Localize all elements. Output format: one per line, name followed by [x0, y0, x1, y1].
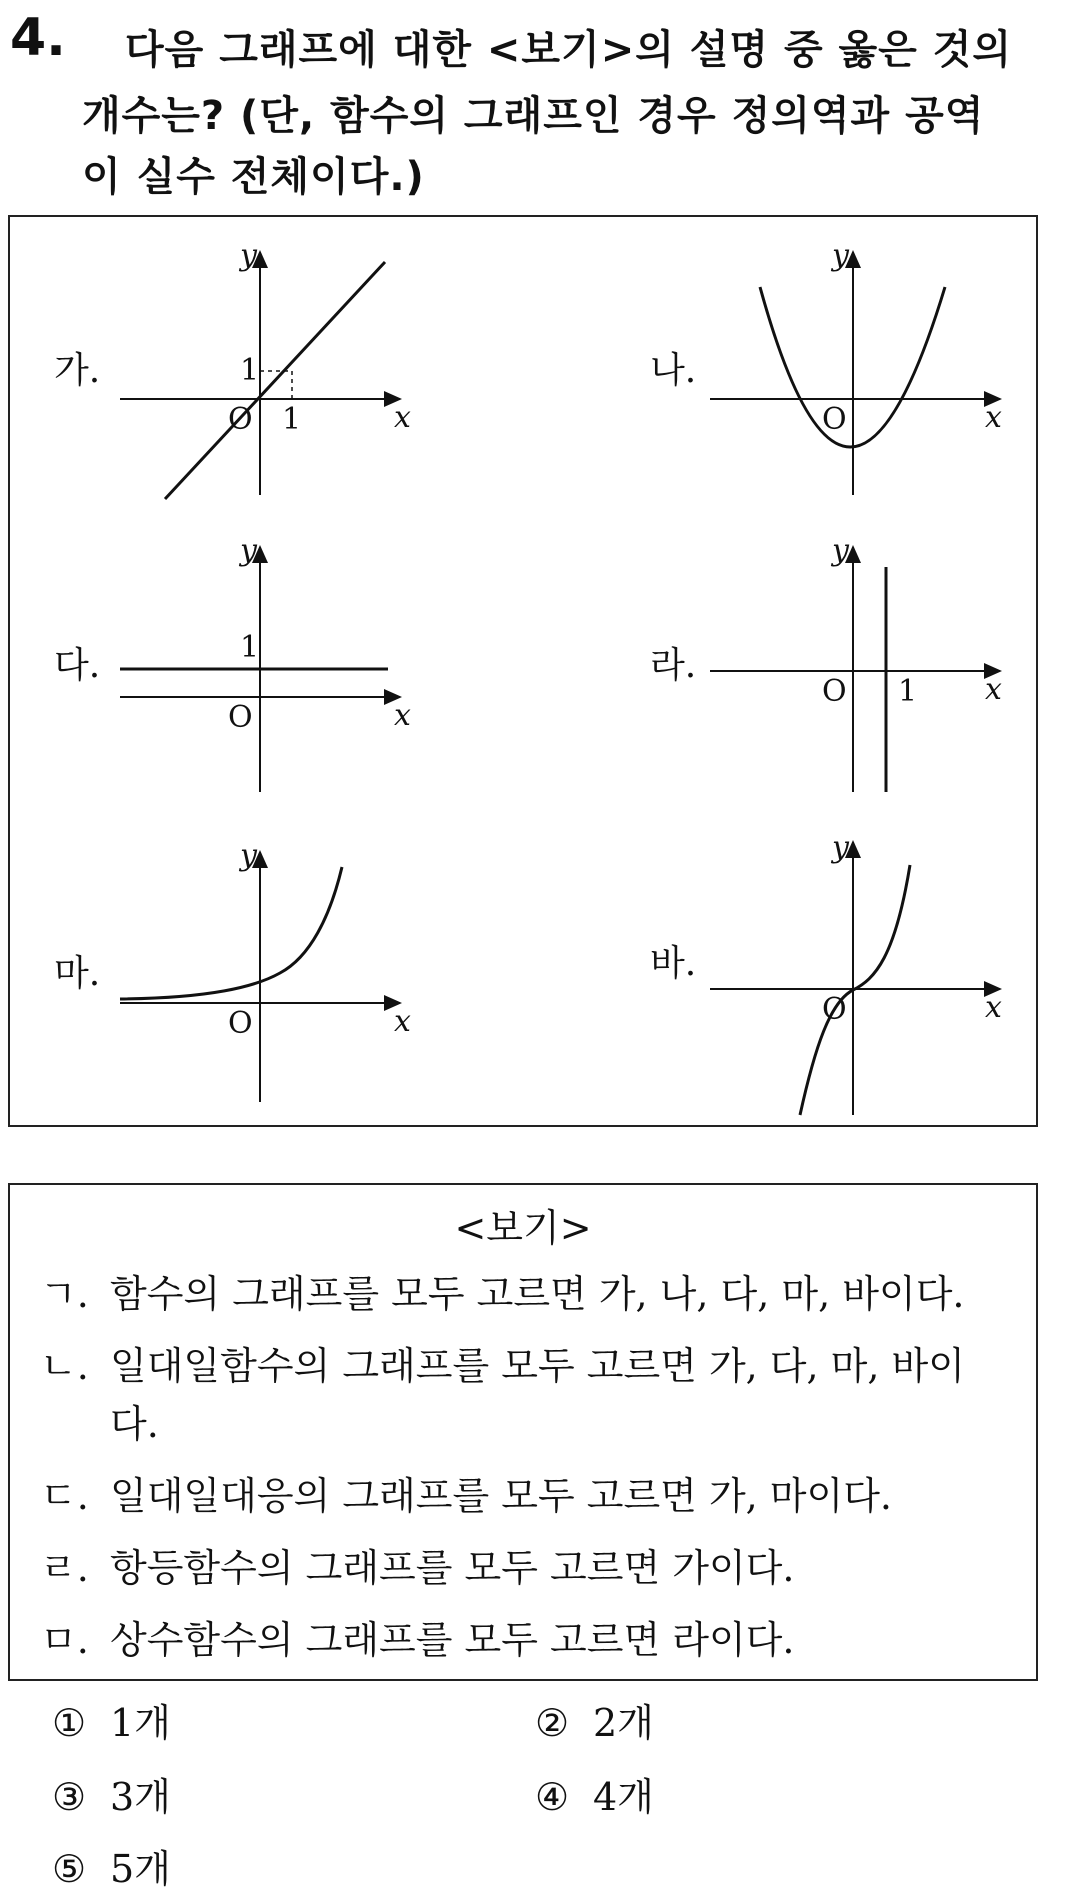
graph-ba-origin: O — [822, 992, 847, 1027]
statement-1 — [40, 1263, 964, 1318]
graph-label-ma: 마. — [54, 953, 101, 994]
graph-na-y-label: y — [832, 238, 849, 273]
graph-na-x-label: x — [985, 400, 1002, 435]
choice-1-text: 1개 — [110, 1701, 171, 1745]
graph-ma-y-label: y — [240, 838, 257, 873]
graph-ra-y-label: y — [832, 533, 849, 568]
bogi-title: <보기> — [454, 1206, 592, 1250]
graph-ba-y-label: y — [832, 830, 849, 865]
statement-4-text: 항등함수의 그래프를 모두 고르면 가이다. — [110, 1546, 795, 1590]
graph-da-y-label: y — [240, 533, 257, 568]
choice-5-number: ⑤ — [52, 1847, 87, 1891]
choice-5[interactable] — [52, 1838, 171, 1893]
graph-ma-curve — [120, 867, 342, 999]
graph-da — [120, 547, 400, 792]
choice-2-text: 2개 — [593, 1701, 654, 1745]
choice-3-number: ③ — [52, 1775, 87, 1819]
graph-da-y-tick: 1 — [240, 630, 260, 665]
graph-ra-x-tick: 1 — [898, 674, 918, 709]
statement-2 — [40, 1335, 965, 1390]
question-text-line-3: 이 실수 전체이다.) — [82, 154, 425, 200]
graph-na-origin: O — [822, 402, 847, 437]
graph-ma — [120, 852, 400, 1102]
graph-ga-y-tick: 1 — [240, 353, 260, 388]
statement-4-mark: ㄹ. — [40, 1546, 89, 1590]
statement-1-text: 함수의 그래프를 모두 고르면 가, 나, 다, 마, 바이다. — [110, 1272, 965, 1316]
choice-3-text: 3개 — [110, 1775, 171, 1819]
choice-1-number: ① — [52, 1701, 87, 1745]
statement-2-text: 일대일함수의 그래프를 모두 고르면 가, 다, 마, 바이 — [110, 1344, 965, 1388]
graph-label-ba: 바. — [650, 943, 697, 984]
graphs-panel — [8, 215, 1038, 1127]
graph-ga — [120, 252, 400, 499]
graph-da-x-label: x — [394, 698, 411, 733]
graphs-figure — [10, 217, 1040, 1129]
graph-ma-x-label: x — [394, 1004, 411, 1039]
statement-5-text: 상수함수의 그래프를 모두 고르면 라이다. — [110, 1618, 795, 1662]
graph-ga-x-label: x — [394, 400, 411, 435]
statement-4 — [40, 1537, 794, 1592]
graph-ga-y-label: y — [240, 238, 257, 273]
choice-3[interactable] — [52, 1766, 171, 1821]
choice-2-number: ② — [535, 1701, 570, 1745]
bogi-panel — [8, 1183, 1038, 1681]
choice-4[interactable] — [535, 1766, 654, 1821]
question-number: 4. — [10, 8, 66, 68]
choice-2[interactable] — [535, 1692, 654, 1747]
graph-na — [710, 252, 1000, 495]
statement-3-mark: ㄷ. — [40, 1474, 89, 1518]
graph-ga-x-tick: 1 — [282, 402, 302, 437]
choice-5-text: 5개 — [110, 1847, 171, 1891]
question-text-line-1: 다음 그래프에 대한 <보기>의 설명 중 옳은 것의 — [125, 27, 1013, 73]
graph-ra-origin: O — [822, 674, 847, 709]
graph-ga-line — [165, 262, 385, 499]
graph-label-ga: 가. — [54, 350, 101, 391]
statement-1-mark: ㄱ. — [40, 1272, 89, 1316]
graph-ra — [710, 547, 1000, 792]
graph-ma-origin: O — [228, 1006, 253, 1041]
statement-5-mark: ㅁ. — [40, 1618, 89, 1662]
statement-3 — [40, 1465, 892, 1520]
question-text-line-2: 개수는? (단, 함수의 그래프인 경우 정의역과 공역 — [82, 93, 985, 139]
statement-5 — [40, 1609, 794, 1664]
choice-4-number: ④ — [535, 1775, 570, 1819]
statement-2-continued: 다. — [110, 1402, 159, 1446]
graph-ga-origin: O — [228, 402, 253, 437]
graph-label-da: 다. — [54, 645, 101, 686]
graph-ba — [710, 842, 1000, 1115]
graph-da-origin: O — [228, 700, 253, 735]
choice-1[interactable] — [52, 1692, 171, 1747]
graph-label-na: 나. — [650, 350, 697, 391]
graph-ba-x-label: x — [985, 990, 1002, 1025]
statement-2-mark: ㄴ. — [40, 1344, 89, 1388]
graph-label-ra: 라. — [650, 645, 697, 686]
choice-4-text: 4개 — [593, 1775, 654, 1819]
statement-3-text: 일대일대응의 그래프를 모두 고르면 가, 마이다. — [110, 1474, 893, 1518]
graph-ra-x-label: x — [985, 672, 1002, 707]
